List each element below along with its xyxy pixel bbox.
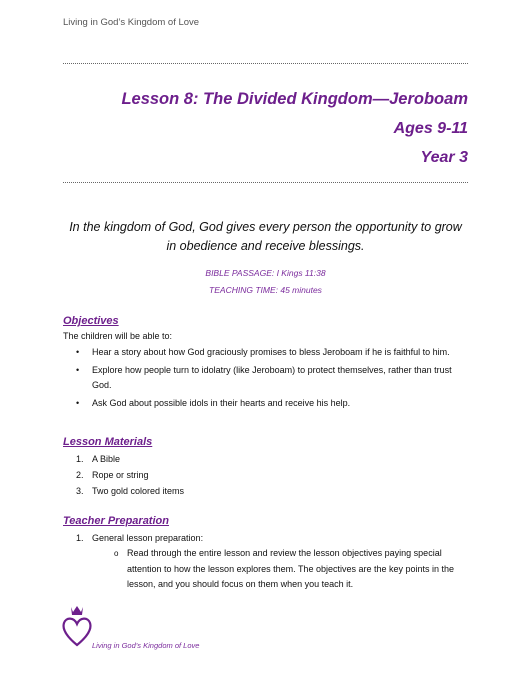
objectives-list — [76, 345, 468, 413]
list-text: Rope or string — [92, 470, 149, 480]
list-number: 1. — [76, 454, 84, 464]
lesson-title: Lesson 8: The Divided Kingdom—Jeroboam — [121, 90, 468, 108]
list-item — [76, 451, 468, 467]
bottom-divider — [63, 182, 468, 183]
materials-heading: Lesson Materials — [63, 436, 153, 448]
preparation-heading: Teacher Preparation — [63, 515, 169, 527]
bible-passage: BIBLE PASSAGE: I Kings 11:38 — [205, 268, 326, 278]
list-item: • Hear a story about how God graciously promises to bless Jeroboam if he is faithful to him. — [76, 345, 468, 361]
lesson-ages: Ages 9-11 — [393, 120, 468, 137]
list-number: 1. — [76, 533, 84, 543]
top-divider — [63, 63, 468, 64]
list-item — [76, 467, 468, 483]
list-item: o Read through the entire lesson and review the lesson objectives paying special attention to how the lesson explores them. The objectives are the key points in the lesson, and you should focus on them when you teach it. — [114, 546, 468, 593]
list-text: A Bible — [92, 454, 121, 464]
list-number: 3. — [76, 486, 84, 496]
footer-text: Living in God’s Kingdom of Love — [92, 641, 200, 650]
crown-heart-icon — [60, 603, 94, 649]
list-item — [76, 530, 468, 546]
theme-line-2: in obedience and receive blessings. — [166, 239, 365, 253]
theme-statement — [63, 218, 468, 256]
objectives-intro: The children will be able to: — [63, 331, 173, 341]
teaching-time: TEACHING TIME: 45 minutes — [209, 285, 322, 295]
list-item: • Explore how people turn to idolatry (like Jeroboam) to protect themselves, rather than trust God. — [76, 363, 468, 394]
list-item: • Ask God about possible idols in their hearts and receive his help. — [76, 396, 468, 412]
list-text: Two gold colored items — [92, 486, 185, 496]
materials-list — [76, 451, 468, 499]
preparation-sub-list — [114, 546, 468, 593]
list-text: General lesson preparation: — [92, 533, 204, 543]
lesson-year: Year 3 — [420, 149, 468, 166]
objectives-heading: Objectives — [63, 315, 119, 327]
list-number: 2. — [76, 470, 84, 480]
theme-line-1: In the kingdom of God, God gives every person the opportunity to grow — [69, 220, 462, 234]
preparation-list — [76, 530, 468, 546]
list-item — [76, 483, 468, 499]
running-header: Living in God’s Kingdom of Love — [63, 17, 200, 28]
